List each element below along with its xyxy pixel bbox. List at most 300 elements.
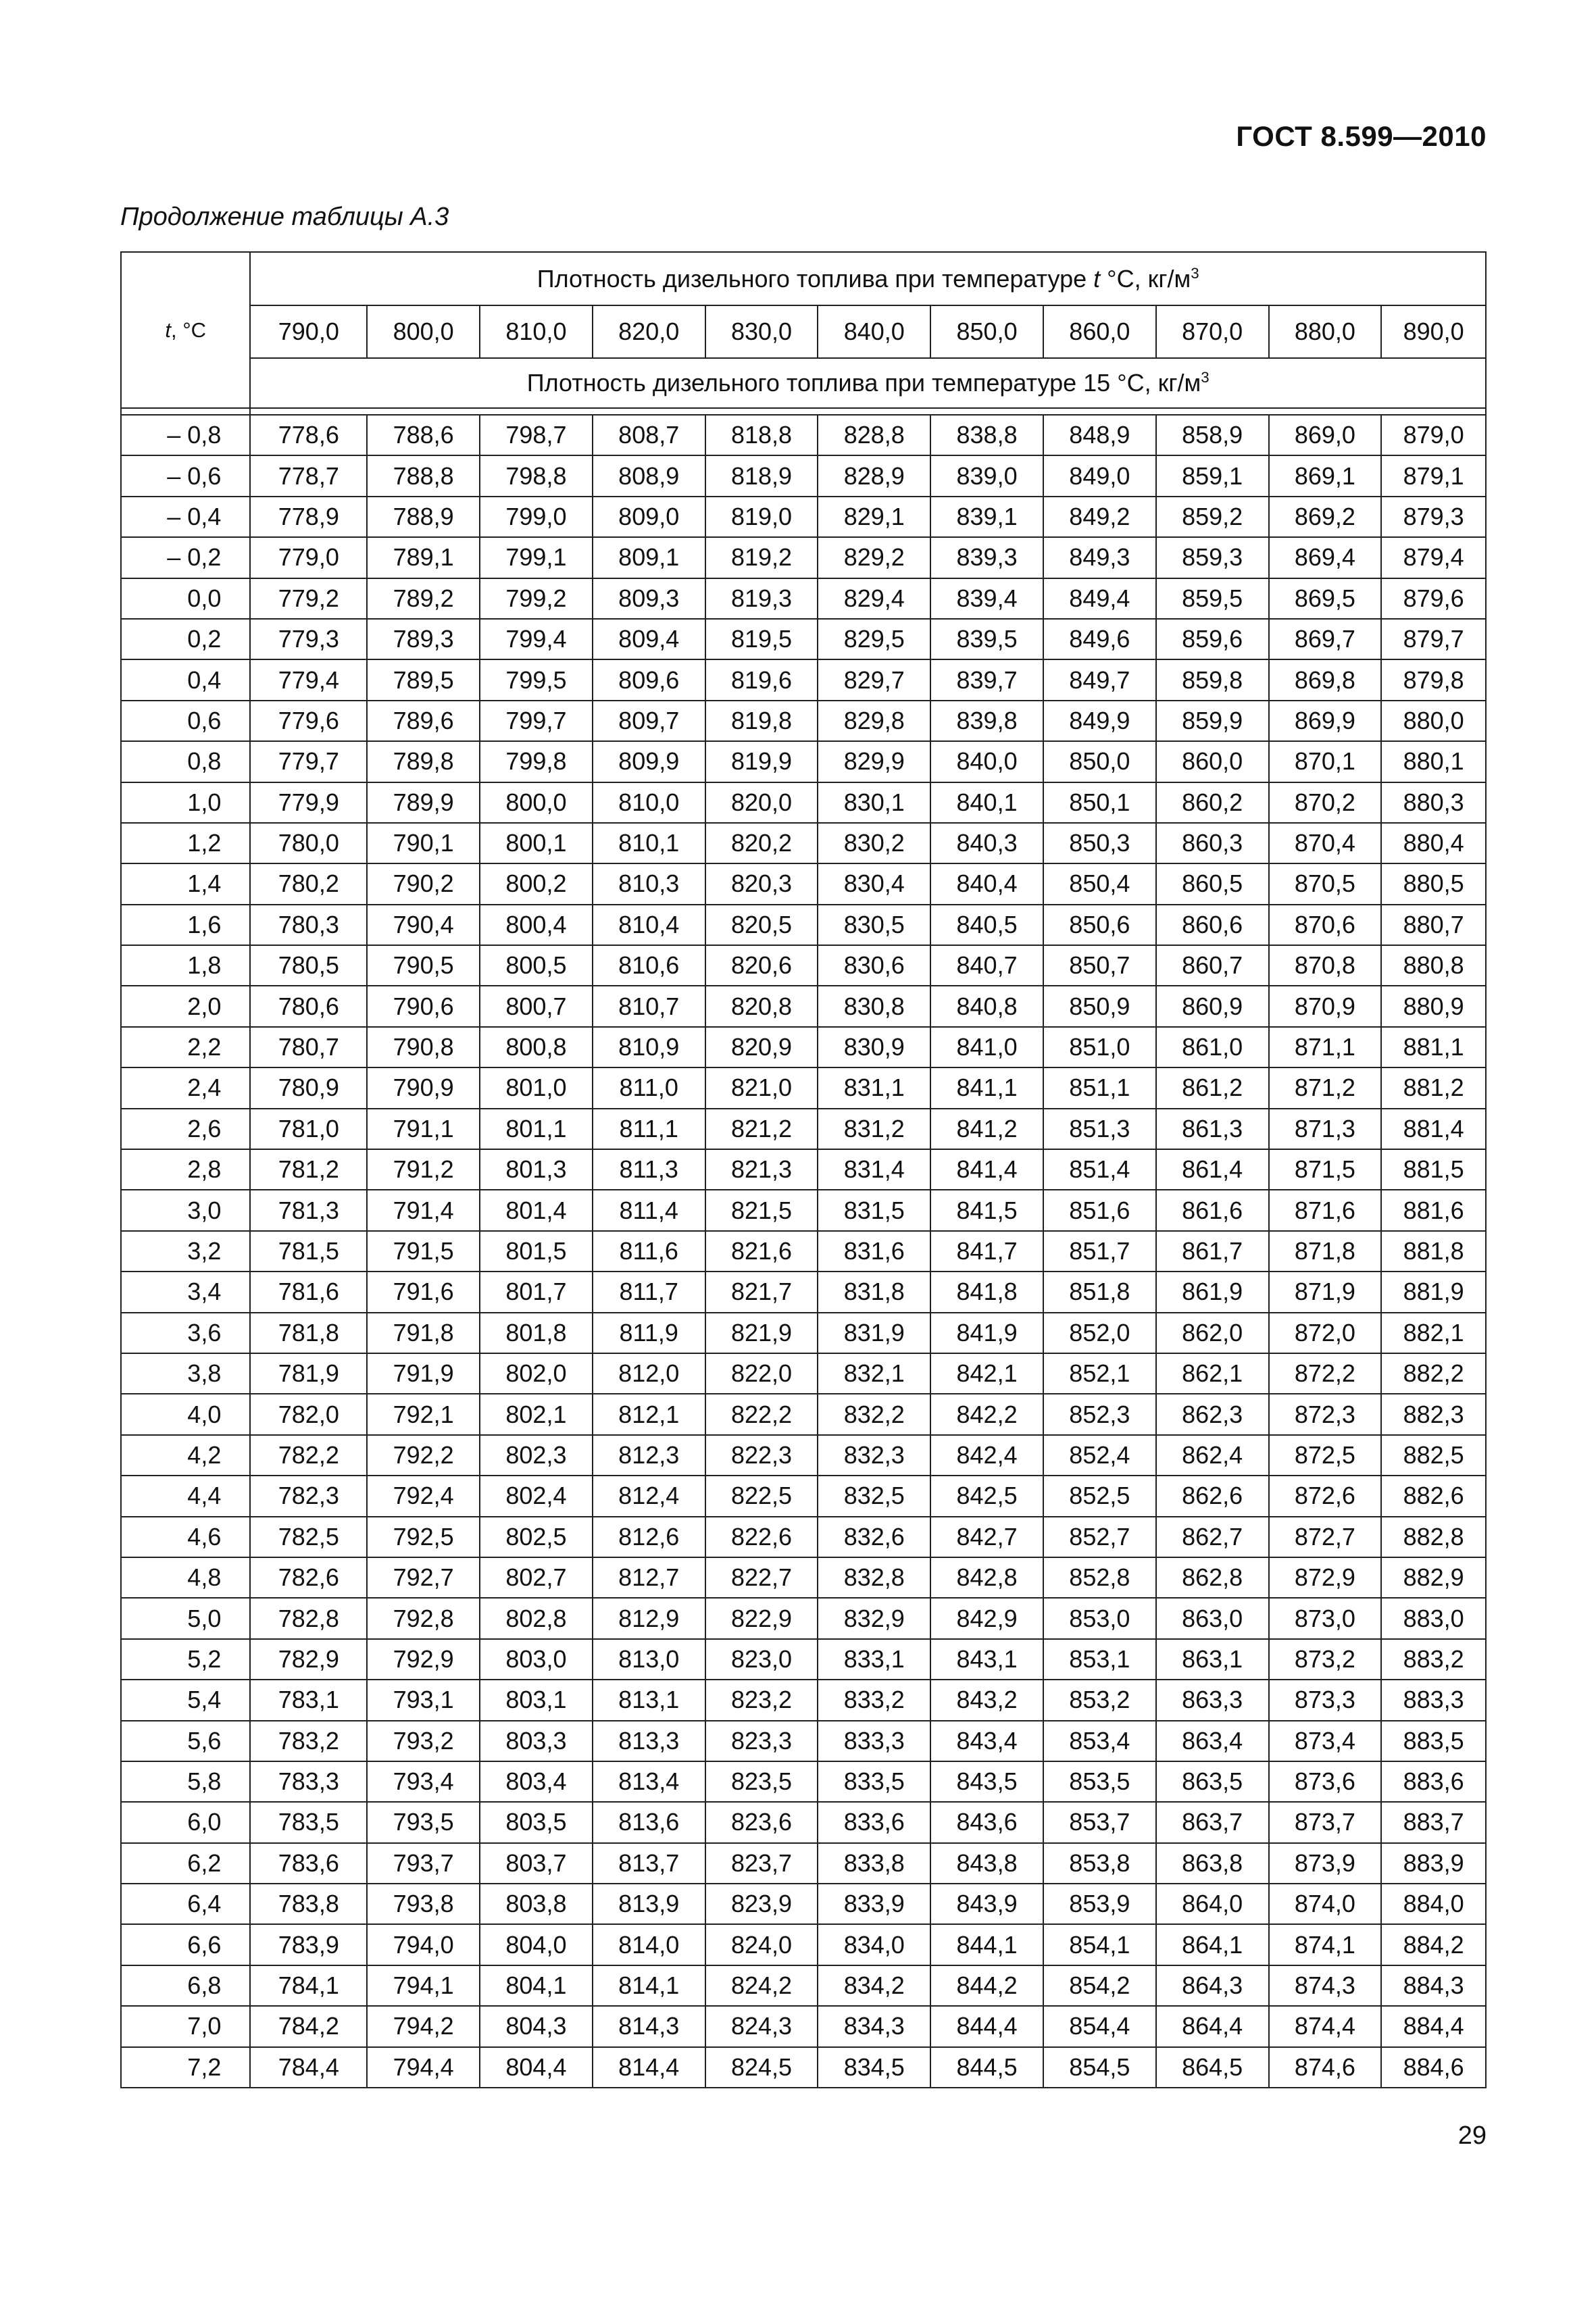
density-cell: 871,2 [1269, 1067, 1382, 1108]
t-symbol: t [165, 318, 171, 342]
temperature-cell: 3,6 [121, 1313, 250, 1353]
density-cell: 811,6 [593, 1231, 705, 1272]
density-cell: 792,5 [367, 1517, 480, 1557]
density-cell: 830,2 [818, 823, 930, 863]
density-cell: 800,0 [480, 782, 593, 823]
density-cell: 824,0 [705, 1924, 818, 1965]
density-cell: 884,0 [1381, 1884, 1486, 1924]
table-row [121, 863, 1486, 904]
density-cell: 794,0 [367, 1924, 480, 1965]
table-row [121, 1272, 1486, 1312]
density-cell: 820,9 [705, 1027, 818, 1067]
density-cell: 803,3 [480, 1721, 593, 1761]
density-cell: 874,3 [1269, 1965, 1382, 2006]
table-row [121, 1843, 1486, 1884]
table-row [121, 986, 1486, 1026]
density-cell: 802,4 [480, 1476, 593, 1516]
temperature-cell: 7,2 [121, 2047, 250, 2088]
density-cell: 861,3 [1156, 1109, 1269, 1149]
density-cell: 881,2 [1381, 1067, 1486, 1108]
density-cell: 882,5 [1381, 1435, 1486, 1476]
density-cell: 839,1 [930, 497, 1043, 537]
density-cell: 779,2 [250, 578, 367, 619]
density-cell: 831,2 [818, 1109, 930, 1149]
density-cell: 833,8 [818, 1843, 930, 1884]
density-cell: 873,9 [1269, 1843, 1382, 1884]
column-header-value: 860,0 [1043, 305, 1156, 358]
density-cell: 819,0 [705, 497, 818, 537]
density-cell: 880,4 [1381, 823, 1486, 863]
density-cell: 799,8 [480, 741, 593, 782]
density-cell: 802,8 [480, 1598, 593, 1638]
table-row [121, 537, 1486, 578]
density-cell: 851,7 [1043, 1231, 1156, 1272]
density-cell: 862,3 [1156, 1394, 1269, 1434]
temperature-cell: 3,4 [121, 1272, 250, 1312]
density-cell: 853,1 [1043, 1639, 1156, 1680]
density-cell: 781,5 [250, 1231, 367, 1272]
density-cell: 781,8 [250, 1313, 367, 1353]
density-cell: 829,2 [818, 537, 930, 578]
density-cell: 829,7 [818, 659, 930, 700]
density-cell: 810,9 [593, 1027, 705, 1067]
density-cell: 794,2 [367, 2006, 480, 2046]
density-cell: 879,1 [1381, 455, 1486, 496]
density-cell: 883,3 [1381, 1680, 1486, 1720]
density-cell: 803,1 [480, 1680, 593, 1720]
density-cell: 829,1 [818, 497, 930, 537]
density-cell: 843,2 [930, 1680, 1043, 1720]
table-row [121, 497, 1486, 537]
density-cell: 831,1 [818, 1067, 930, 1108]
density-cell: 803,7 [480, 1843, 593, 1884]
density-cell: 861,6 [1156, 1190, 1269, 1230]
temperature-cell: 7,0 [121, 2006, 250, 2046]
column-header-value: 810,0 [480, 305, 593, 358]
density-cell: 810,4 [593, 905, 705, 945]
density-cell: 821,5 [705, 1190, 818, 1230]
density-cell: 791,8 [367, 1313, 480, 1353]
table-row [121, 905, 1486, 945]
density-cell: 850,4 [1043, 863, 1156, 904]
density-cell: 814,1 [593, 1965, 705, 2006]
density-cell: 839,5 [930, 619, 1043, 659]
density-cell: 880,0 [1381, 701, 1486, 741]
density-cell: 831,8 [818, 1272, 930, 1312]
density-cell: 871,5 [1269, 1149, 1382, 1190]
density-cell: 799,4 [480, 619, 593, 659]
density-cell: 800,8 [480, 1027, 593, 1067]
density-cell: 834,2 [818, 1965, 930, 2006]
density-cell: 803,5 [480, 1802, 593, 1842]
density-cell: 843,1 [930, 1639, 1043, 1680]
density-cell: 864,1 [1156, 1924, 1269, 1965]
density-cell: 801,5 [480, 1231, 593, 1272]
density-cell: 799,0 [480, 497, 593, 537]
temperature-cell: 1,6 [121, 905, 250, 945]
density-cell: 859,9 [1156, 701, 1269, 741]
table-row [121, 619, 1486, 659]
density-cell: 880,9 [1381, 986, 1486, 1026]
temperature-cell: 0,8 [121, 741, 250, 782]
density-cell: 839,8 [930, 701, 1043, 741]
temperature-cell: 0,0 [121, 578, 250, 619]
table-row [121, 2006, 1486, 2046]
density-cell: 791,9 [367, 1353, 480, 1394]
density-cell: 839,4 [930, 578, 1043, 619]
density-cell: 804,3 [480, 2006, 593, 2046]
density-cell: 783,8 [250, 1884, 367, 1924]
temperature-cell: – 0,2 [121, 537, 250, 578]
density-cell: 834,5 [818, 2047, 930, 2088]
density-cell: 832,1 [818, 1353, 930, 1394]
density-cell: 843,8 [930, 1843, 1043, 1884]
density-cell: 790,9 [367, 1067, 480, 1108]
density-cell: 814,4 [593, 2047, 705, 2088]
density-cell: 792,2 [367, 1435, 480, 1476]
density-cell: 849,2 [1043, 497, 1156, 537]
density-cell: 864,0 [1156, 1884, 1269, 1924]
density-cell: 853,4 [1043, 1721, 1156, 1761]
density-cell: 830,6 [818, 945, 930, 986]
density-cell: 784,1 [250, 1965, 367, 2006]
density-cell: 813,6 [593, 1802, 705, 1842]
density-cell: 871,6 [1269, 1190, 1382, 1230]
density-cell: 790,2 [367, 863, 480, 904]
density-cell: 863,5 [1156, 1761, 1269, 1802]
temperature-cell: 3,8 [121, 1353, 250, 1394]
density-cell: 821,7 [705, 1272, 818, 1312]
density-cell: 840,8 [930, 986, 1043, 1026]
density-cell: 828,8 [818, 415, 930, 455]
density-cell: 791,5 [367, 1231, 480, 1272]
density-cell: 812,9 [593, 1598, 705, 1638]
density-cell: 819,5 [705, 619, 818, 659]
density-cell: 879,4 [1381, 537, 1486, 578]
column-header-value: 890,0 [1381, 305, 1486, 358]
density-cell: 780,2 [250, 863, 367, 904]
density-cell: 850,1 [1043, 782, 1156, 823]
density-cell: 819,2 [705, 537, 818, 578]
table-row [121, 1965, 1486, 2006]
table-row [121, 741, 1486, 782]
density-cell: 833,5 [818, 1761, 930, 1802]
density-cell: 863,1 [1156, 1639, 1269, 1680]
density-cell: 819,6 [705, 659, 818, 700]
density-cell: 810,0 [593, 782, 705, 823]
density-cell: 883,0 [1381, 1598, 1486, 1638]
density-cell: 802,5 [480, 1517, 593, 1557]
density-cell: 849,3 [1043, 537, 1156, 578]
density-cell: 841,0 [930, 1027, 1043, 1067]
density-cell: 829,4 [818, 578, 930, 619]
density-cell: 783,1 [250, 1680, 367, 1720]
density-cell: 843,6 [930, 1802, 1043, 1842]
density-cell: 859,8 [1156, 659, 1269, 700]
table-row [121, 1067, 1486, 1108]
density-cell: 819,8 [705, 701, 818, 741]
density-cell: 781,3 [250, 1190, 367, 1230]
density-cell: 778,6 [250, 415, 367, 455]
density-cell: 854,2 [1043, 1965, 1156, 2006]
density-cell: 859,3 [1156, 537, 1269, 578]
density-cell: 860,5 [1156, 863, 1269, 904]
page-number: 29 [1457, 2121, 1487, 2150]
density-cell: 881,6 [1381, 1190, 1486, 1230]
table-row [121, 2047, 1486, 2088]
table-row [121, 1680, 1486, 1720]
density-cell: 811,3 [593, 1149, 705, 1190]
density-cell: 859,6 [1156, 619, 1269, 659]
density-cell: 812,4 [593, 1476, 705, 1516]
density-cell: 800,4 [480, 905, 593, 945]
density-cell: 849,0 [1043, 455, 1156, 496]
density-cell: 849,7 [1043, 659, 1156, 700]
density-cell: 860,2 [1156, 782, 1269, 823]
density-cell: 860,7 [1156, 945, 1269, 986]
density-cell: 870,1 [1269, 741, 1382, 782]
density-cell: 844,1 [930, 1924, 1043, 1965]
temperature-cell: 6,4 [121, 1884, 250, 1924]
temperature-cell: 1,0 [121, 782, 250, 823]
density-cell: 850,7 [1043, 945, 1156, 986]
density-cell: 789,2 [367, 578, 480, 619]
density-cell: 872,3 [1269, 1394, 1382, 1434]
temperature-cell: 0,6 [121, 701, 250, 741]
table-row [121, 1557, 1486, 1598]
density-cell: 874,4 [1269, 2006, 1382, 2046]
column-header-value: 820,0 [593, 305, 705, 358]
table-row [121, 1884, 1486, 1924]
density-cell: 873,3 [1269, 1680, 1382, 1720]
density-cell: 814,0 [593, 1924, 705, 1965]
column-header-value: 790,0 [250, 305, 367, 358]
table-row [121, 945, 1486, 986]
density-cell: 863,4 [1156, 1721, 1269, 1761]
table-row [121, 415, 1486, 455]
temperature-cell: 2,2 [121, 1027, 250, 1067]
temperature-cell: – 0,4 [121, 497, 250, 537]
density-cell: 872,9 [1269, 1557, 1382, 1598]
density-cell: 781,9 [250, 1353, 367, 1394]
density-cell: 862,6 [1156, 1476, 1269, 1516]
temperature-cell: 6,6 [121, 1924, 250, 1965]
density-cell: 790,6 [367, 986, 480, 1026]
density-cell: 852,1 [1043, 1353, 1156, 1394]
density-cell: 829,8 [818, 701, 930, 741]
density-cell: 831,5 [818, 1190, 930, 1230]
density-cell: 841,2 [930, 1109, 1043, 1149]
density-cell: 841,1 [930, 1067, 1043, 1108]
temperature-cell: 4,4 [121, 1476, 250, 1516]
density-cell: 883,2 [1381, 1639, 1486, 1680]
density-cell: 870,4 [1269, 823, 1382, 863]
density-cell: 791,4 [367, 1190, 480, 1230]
density-cell: 869,7 [1269, 619, 1382, 659]
density-cell: 870,8 [1269, 945, 1382, 986]
density-cell: 823,9 [705, 1884, 818, 1924]
density-cell: 880,5 [1381, 863, 1486, 904]
density-cell: 823,6 [705, 1802, 818, 1842]
density-cell: 849,4 [1043, 578, 1156, 619]
table-row [121, 1761, 1486, 1802]
density-cell: 809,4 [593, 619, 705, 659]
density-cell: 869,5 [1269, 578, 1382, 619]
density-cell: 791,6 [367, 1272, 480, 1312]
density-cell: 872,0 [1269, 1313, 1382, 1353]
density-cell: 834,3 [818, 2006, 930, 2046]
density-cell: 870,2 [1269, 782, 1382, 823]
density-cell: 873,2 [1269, 1639, 1382, 1680]
density-cell: 793,8 [367, 1884, 480, 1924]
density-cell: 811,7 [593, 1272, 705, 1312]
density-cell: 810,3 [593, 863, 705, 904]
temperature-cell: 5,8 [121, 1761, 250, 1802]
column-header-value: 830,0 [705, 305, 818, 358]
density-cell: 859,2 [1156, 497, 1269, 537]
density-cell: 884,6 [1381, 2047, 1486, 2088]
table-row [121, 1517, 1486, 1557]
density-cell: 792,4 [367, 1476, 480, 1516]
density-cell: 881,5 [1381, 1149, 1486, 1190]
density-cell: 860,3 [1156, 823, 1269, 863]
density-cell: 871,8 [1269, 1231, 1382, 1272]
density-cell: 813,1 [593, 1680, 705, 1720]
density-cell: 783,5 [250, 1802, 367, 1842]
density-cell: 880,8 [1381, 945, 1486, 986]
density-cell: 804,1 [480, 1965, 593, 2006]
density-cell: 830,5 [818, 905, 930, 945]
density-cell: 798,8 [480, 455, 593, 496]
density-cell: 841,8 [930, 1272, 1043, 1312]
density-cell: 830,8 [818, 986, 930, 1026]
table-row [121, 782, 1486, 823]
table-row [121, 1353, 1486, 1394]
density-cell: 811,9 [593, 1313, 705, 1353]
density-cell: 822,6 [705, 1517, 818, 1557]
density-cell: 840,7 [930, 945, 1043, 986]
density-cell: 801,3 [480, 1149, 593, 1190]
density-cell: 864,4 [1156, 2006, 1269, 2046]
density-cell: 854,1 [1043, 1924, 1156, 1965]
density-cell: 861,9 [1156, 1272, 1269, 1312]
density-cell: 808,9 [593, 455, 705, 496]
density-cell: 869,9 [1269, 701, 1382, 741]
density-cell: 823,5 [705, 1761, 818, 1802]
density-cell: 842,5 [930, 1476, 1043, 1516]
density-cell: 810,1 [593, 823, 705, 863]
table-row [121, 1109, 1486, 1149]
temperature-cell: – 0,6 [121, 455, 250, 496]
density-cell: 802,3 [480, 1435, 593, 1476]
density-cell: 852,0 [1043, 1313, 1156, 1353]
table-row [121, 578, 1486, 619]
density-cell: 792,8 [367, 1598, 480, 1638]
density-cell: 861,2 [1156, 1067, 1269, 1108]
density-cell: 880,1 [1381, 741, 1486, 782]
density-cell: 781,6 [250, 1272, 367, 1312]
table-row [121, 1639, 1486, 1680]
density-cell: 823,2 [705, 1680, 818, 1720]
density-cell: 840,1 [930, 782, 1043, 823]
density-cell: 792,1 [367, 1394, 480, 1434]
density-cell: 850,3 [1043, 823, 1156, 863]
table-caption: Продолжение таблицы А.3 [120, 203, 449, 231]
density-cell: 851,4 [1043, 1149, 1156, 1190]
density-cell: 821,9 [705, 1313, 818, 1353]
density-cell: 794,1 [367, 1965, 480, 2006]
temperature-cell: 6,8 [121, 1965, 250, 2006]
temperature-cell: 3,2 [121, 1231, 250, 1272]
density-cell: 780,6 [250, 986, 367, 1026]
density-cell: 874,6 [1269, 2047, 1382, 2088]
density-cell: 791,2 [367, 1149, 480, 1190]
table-row [121, 1435, 1486, 1476]
bottom-group-header: Плотность дизельного топлива при температуре 15 °C, $кг/м^3$ [250, 358, 1486, 408]
density-cell: 801,1 [480, 1109, 593, 1149]
density-cell: 862,0 [1156, 1313, 1269, 1353]
temperature-cell: 4,0 [121, 1394, 250, 1434]
density-cell: 852,7 [1043, 1517, 1156, 1557]
table-row [121, 1027, 1486, 1067]
density-cell: 781,2 [250, 1149, 367, 1190]
density-cell: 799,1 [480, 537, 593, 578]
density-cell: 814,3 [593, 2006, 705, 2046]
temperature-cell: 2,6 [121, 1109, 250, 1149]
density-cell: 839,3 [930, 537, 1043, 578]
temperature-cell: 5,2 [121, 1639, 250, 1680]
density-cell: 812,3 [593, 1435, 705, 1476]
density-cell: 779,4 [250, 659, 367, 700]
density-cell: 822,2 [705, 1394, 818, 1434]
temperature-cell: 1,4 [121, 863, 250, 904]
density-cell: 882,8 [1381, 1517, 1486, 1557]
density-cell: 841,9 [930, 1313, 1043, 1353]
density-cell: 858,9 [1156, 415, 1269, 455]
density-cell: 812,0 [593, 1353, 705, 1394]
density-cell: 864,5 [1156, 2047, 1269, 2088]
density-cell: 882,3 [1381, 1394, 1486, 1434]
density-cell: 809,9 [593, 741, 705, 782]
density-cell: 833,2 [818, 1680, 930, 1720]
density-cell: 810,7 [593, 986, 705, 1026]
density-cell: 843,5 [930, 1761, 1043, 1802]
density-cell: 793,7 [367, 1843, 480, 1884]
density-cell: 783,6 [250, 1843, 367, 1884]
density-cell: 873,4 [1269, 1721, 1382, 1761]
density-cell: 844,5 [930, 2047, 1043, 2088]
density-cell: 869,8 [1269, 659, 1382, 700]
density-cell: 790,1 [367, 823, 480, 863]
table-row [121, 1190, 1486, 1230]
density-cell: 840,3 [930, 823, 1043, 863]
density-cell: 822,3 [705, 1435, 818, 1476]
density-cell: 784,2 [250, 2006, 367, 2046]
density-cell: 780,5 [250, 945, 367, 986]
density-cell: 820,5 [705, 905, 818, 945]
density-cell: 833,3 [818, 1721, 930, 1761]
density-cell: 793,4 [367, 1761, 480, 1802]
density-cell: 801,0 [480, 1067, 593, 1108]
density-cell: 852,8 [1043, 1557, 1156, 1598]
density-cell: 853,2 [1043, 1680, 1156, 1720]
density-cell: 824,3 [705, 2006, 818, 2046]
density-cell: 860,6 [1156, 905, 1269, 945]
density-cell: 801,4 [480, 1190, 593, 1230]
density-cell: 780,7 [250, 1027, 367, 1067]
temperature-cell: 5,4 [121, 1680, 250, 1720]
density-cell: 849,9 [1043, 701, 1156, 741]
